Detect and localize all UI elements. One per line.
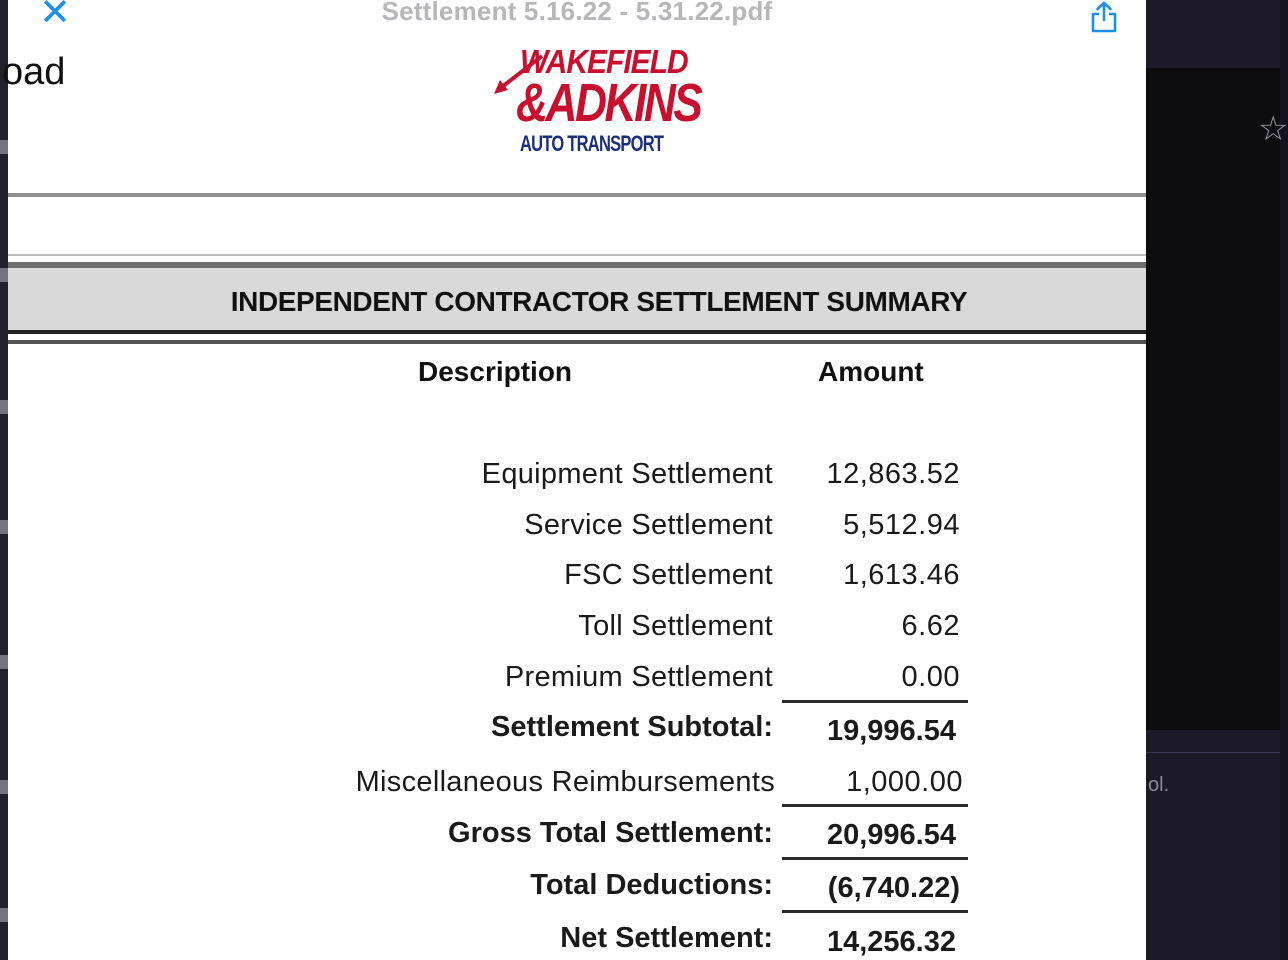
row-label-equipment: Equipment Settlement <box>481 458 773 490</box>
background-partial-text: oad <box>2 51 66 93</box>
row-value-gross: 20,996.54 <box>826 819 956 851</box>
row-label-subtotal: Settlement Subtotal: <box>491 711 773 743</box>
page-title: INDEPENDENT CONTRACTOR SETTLEMENT SUMMARY <box>230 286 968 317</box>
row-label-premium: Premium Settlement <box>504 661 773 693</box>
row-value-equipment: 12,863.52 <box>826 458 960 490</box>
row-label-fsc: FSC Settlement <box>564 559 773 591</box>
pdf-viewer-sheet <box>2 0 1146 960</box>
divider <box>8 340 1146 344</box>
divider <box>8 193 1146 197</box>
row-value-deductions: (6,740.22) <box>827 872 960 904</box>
row-label-net: Net Settlement: <box>560 922 773 954</box>
sum-rule <box>782 857 968 860</box>
close-icon[interactable]: ✕ <box>39 0 71 34</box>
logo-line-3: AUTO TRANSPORT <box>520 131 664 156</box>
viewer-toolbar <box>8 0 1146 34</box>
divider <box>8 254 1146 256</box>
column-header-amount: Amount <box>818 356 924 387</box>
divider <box>8 330 1146 334</box>
sum-rule <box>782 910 968 913</box>
background-divider <box>1146 752 1280 753</box>
row-label-toll: Toll Settlement <box>578 610 773 642</box>
share-icon[interactable] <box>1088 0 1120 34</box>
row-value-premium: 0.00 <box>901 661 960 693</box>
sum-rule <box>782 700 968 703</box>
row-value-toll: 6.62 <box>901 610 960 642</box>
background-right-panel <box>1146 68 1280 730</box>
background-right-header <box>1146 0 1280 68</box>
row-label-misc: Miscellaneous Reimbursements <box>355 766 775 798</box>
row-label-deductions: Total Deductions: <box>530 869 773 901</box>
sum-rule <box>782 804 968 807</box>
background-snippet-text: ol. <box>1148 774 1170 796</box>
document-title: Settlement 5.16.22 - 5.31.22.pdf <box>381 0 773 26</box>
row-value-net: 14,256.32 <box>826 926 956 958</box>
logo-line-1: WAKEFIELD <box>520 44 688 81</box>
background-right-footer <box>1146 730 1280 960</box>
row-value-service: 5,512.94 <box>843 509 960 541</box>
star-icon[interactable]: ☆ <box>1258 110 1288 148</box>
row-value-subtotal: 19,996.54 <box>826 715 956 747</box>
company-logo <box>480 46 720 170</box>
row-label-gross: Gross Total Settlement: <box>448 817 773 849</box>
background-left-strip <box>0 0 8 960</box>
logo-line-2: &ADKINS <box>516 73 701 133</box>
row-value-misc: 1,000.00 <box>846 766 963 798</box>
row-label-service: Service Settlement <box>524 509 773 541</box>
row-value-fsc: 1,613.46 <box>843 559 960 591</box>
column-header-description: Description <box>418 356 573 387</box>
